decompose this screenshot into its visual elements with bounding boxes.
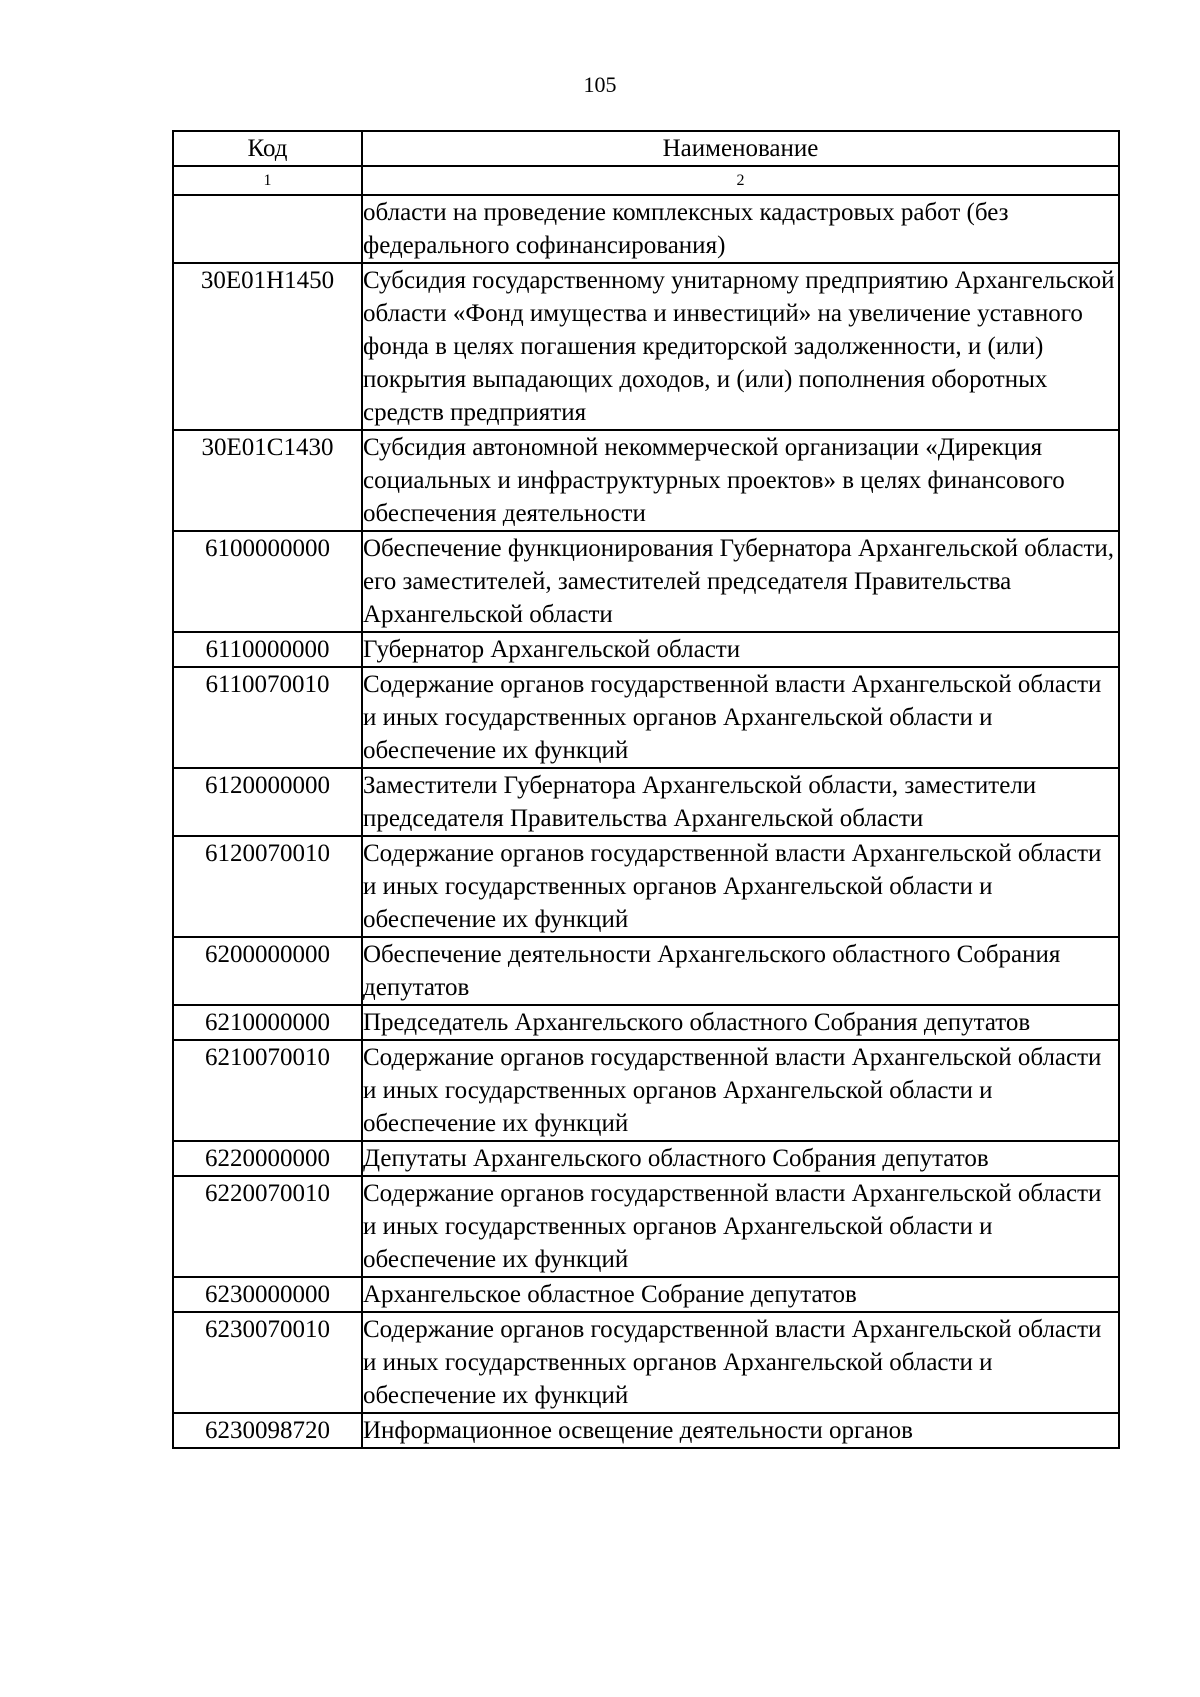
table-row [173,1413,1119,1448]
row-name: Информационное освещение деятельности органов [362,1413,1119,1448]
table-row [173,1040,1119,1141]
column-number-row [173,166,1119,195]
row-code: 6100000000 [173,531,362,632]
row-name: Депутаты Архангельского областного Собрания депутатов [362,1141,1119,1176]
row-name: Обеспечение функционирования Губернатора Архангельской области, его заместителей, заместителей председателя Правительства Архангельской области [362,531,1119,632]
row-code: 6230000000 [173,1277,362,1312]
table-row [173,632,1119,667]
row-name: Содержание органов государственной власти Архангельской области и иных государственных органов Архангельской области и обеспечение их функций [362,667,1119,768]
budget-code-table [172,130,1120,1449]
row-code: 6210000000 [173,1005,362,1040]
table-row [173,1312,1119,1413]
row-name: Субсидия государственному унитарному предприятию Архангельской области «Фонд имущества и инвестиций» на увеличение уставного фонда в целях погашения кредиторской задолженности, и (или) покрытия выпадающих доходов, и (или) пополнения оборотных средств предприятия [362,263,1119,430]
row-code: 6230098720 [173,1413,362,1448]
table-row [173,836,1119,937]
row-name: Содержание органов государственной власти Архангельской области и иных государственных органов Архангельской области и обеспечение их функций [362,1040,1119,1141]
row-name: Председатель Архангельского областного Собрания депутатов [362,1005,1119,1040]
table-row [173,195,1119,263]
row-code: 6220070010 [173,1176,362,1277]
row-code [173,195,362,263]
row-code: 6120070010 [173,836,362,937]
row-code: 6210070010 [173,1040,362,1141]
table-row [173,667,1119,768]
row-name: Архангельское областное Собрание депутатов [362,1277,1119,1312]
row-code: 6230070010 [173,1312,362,1413]
row-name: области на проведение комплексных кадастровых работ (без федерального софинансирования) [362,195,1119,263]
row-name: Губернатор Архангельской области [362,632,1119,667]
table-row [173,768,1119,836]
row-name: Содержание органов государственной власти Архангельской области и иных государственных органов Архангельской области и обеспечение их функций [362,1176,1119,1277]
row-code: 6200000000 [173,937,362,1005]
row-code: 6120000000 [173,768,362,836]
row-name: Заместители Губернатора Архангельской области, заместители председателя Правительства Архангельской области [362,768,1119,836]
table-row [173,1005,1119,1040]
table-header-row [173,131,1119,166]
row-name: Субсидия автономной некоммерческой организации «Дирекция социальных и инфраструктурных проектов» в целях финансового обеспечения деятельности [362,430,1119,531]
table-row [173,1176,1119,1277]
table-row [173,531,1119,632]
row-code: 6110070010 [173,667,362,768]
header-name: Наименование [362,131,1119,166]
table-row [173,263,1119,430]
row-name: Обеспечение деятельности Архангельского областного Собрания депутатов [362,937,1119,1005]
table-row [173,1277,1119,1312]
row-code: 6220000000 [173,1141,362,1176]
page-number: 105 [583,72,617,97]
row-name: Содержание органов государственной власти Архангельской области и иных государственных органов Архангельской области и обеспечение их функций [362,836,1119,937]
table-row [173,937,1119,1005]
row-code: 30E01H1450 [173,263,362,430]
row-name: Содержание органов государственной власти Архангельской области и иных государственных органов Архангельской области и обеспечение их функций [362,1312,1119,1413]
table-row [173,1141,1119,1176]
column-number-2: 2 [362,166,1119,195]
header-code: Код [173,131,362,166]
column-number-1: 1 [173,166,362,195]
table-row [173,430,1119,531]
row-code: 30E01C1430 [173,430,362,531]
row-code: 6110000000 [173,632,362,667]
